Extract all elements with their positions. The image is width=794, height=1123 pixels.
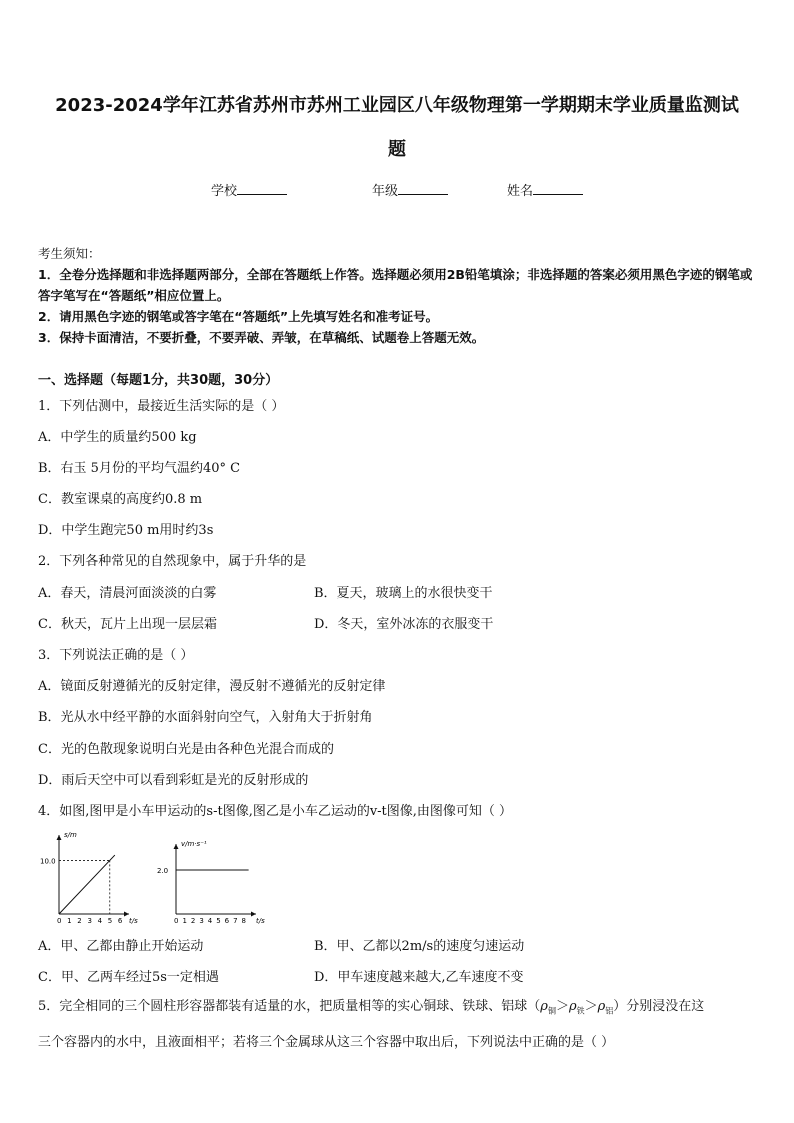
x-tick-label: 3 — [87, 917, 92, 925]
q3-option-d[interactable]: D．雨后天空中可以看到彩虹是光的反射形成的 — [38, 773, 309, 788]
y-axis-label: v/m·s⁻¹ — [181, 840, 207, 848]
q3-option-c[interactable]: C．光的色散现象说明白光是由各种色光混合而成的 — [38, 742, 334, 757]
q2-option-a[interactable]: A．春天，清晨河面淡淡的白雾 — [38, 586, 217, 601]
x-tick-label: 5 — [107, 917, 113, 925]
q5-rho-copper: ρ — [540, 999, 548, 1014]
x-tick-label: 0 — [57, 917, 62, 925]
x-tick-label: 0 — [174, 917, 179, 925]
x-tick-label: 7 — [233, 917, 238, 925]
x-tick-label: 1 — [67, 917, 72, 925]
x-tick-label: 2 — [190, 917, 196, 925]
name-label: 姓名 — [507, 184, 534, 199]
vt-graph-svg — [154, 836, 265, 926]
q1-option-b[interactable]: B．右玉 5月份的平均气温约40° C — [38, 461, 241, 476]
q5-rho-aluminum: ρ — [597, 999, 606, 1014]
notice-item-1: 1．全卷分选择题和非选择题两部分，全部在答题纸上作答。选择题必须用2B铅笔填涂；非选择题的答案必须用黑色字迹的钢笔或答字笔写在“答题纸”相应位置上。 — [38, 267, 753, 303]
grade-blank[interactable] — [398, 181, 448, 195]
q4-option-c[interactable]: C．甲、乙两车经过5s一定相遇 — [38, 970, 219, 985]
q4-option-b[interactable]: B．甲、乙都以2m/s的速度匀速运动 — [314, 939, 525, 954]
st-graph-svg — [36, 826, 136, 926]
q1-option-d[interactable]: D．中学生跑完50 m用时约3s — [38, 523, 214, 538]
question-3-stem: 3．下列说法正确的是（ ） — [38, 648, 194, 663]
q3-option-b[interactable]: B．光从水中经平静的水面斜射向空气，入射角大于折射角 — [38, 710, 373, 725]
q5-rho-iron: ρ — [568, 999, 577, 1014]
q5-stem-line-2: 三个容器内的水中，且液面相平；若将三个金属球从这三个容器中取出后，下列说法中正确的是（ ） — [38, 1034, 615, 1050]
x-tick-label: 6 — [117, 917, 123, 925]
y-tick-label: 2.0 — [157, 867, 169, 875]
grade-label: 年级 — [372, 184, 399, 199]
x-axis-arrow — [124, 912, 129, 917]
q2-option-b[interactable]: B．夏天，玻璃上的水很快变干 — [314, 586, 493, 601]
title-line-2: 题 — [388, 139, 406, 160]
q2-option-d[interactable]: D．冬天，室外冰冻的衣服变干 — [314, 617, 494, 632]
vt-graph — [154, 836, 265, 930]
y-axis-arrow — [174, 844, 179, 849]
notice-item-3: 3．保持卡面清洁，不要折叠，不要弄破、弄皱，在草稿纸、试题卷上答题无效。 — [38, 330, 485, 345]
exam-title — [30, 84, 764, 172]
x-tick-label: 2 — [77, 917, 82, 925]
school-blank[interactable] — [237, 181, 287, 195]
question-5-stem: 5．完全相同的三个圆柱形容器都装有适量的水，把质量相等的实心铜球、铁球、铝球$(\rho_铜>\rho_铁>\rho_铝)$分别浸没在这 三个容器内的水中，且液面相平；若将三个金属球从这三个容器中取出后，下列说法中正确的是（ ） — [38, 991, 760, 1058]
notice-item-2: 2．请用黑色字迹的钢笔或答字笔在“答题纸”上先填写姓名和准考证号。 — [38, 309, 439, 324]
q5-sub-iron: 铁 — [576, 1006, 585, 1016]
st-graph — [36, 826, 136, 930]
grade-field — [372, 180, 448, 199]
q5-sub-copper: 铜 — [547, 1006, 556, 1016]
q5-stem-part-a: 5．完全相同的三个圆柱形容器都装有适量的水，把质量相等的实心铜球、铁球、铝球（ — [38, 999, 541, 1014]
y-axis-label: s/m — [64, 831, 77, 839]
section-heading: 一、选择题（每题1分，共30题，30分） — [38, 373, 279, 388]
school-field — [211, 180, 287, 199]
name-field — [507, 180, 583, 199]
q5-sub-aluminum: 铝 — [605, 1006, 614, 1016]
title-line-1: 2023-2024学年江苏省苏州市苏州工业园区八年级物理第一学期期末学业质量监测试 — [55, 95, 739, 116]
x-axis-label: t/s — [129, 917, 138, 925]
x-tick-label: 6 — [224, 917, 230, 925]
y-axis-arrow — [57, 835, 62, 840]
x-tick-label: 3 — [199, 917, 204, 925]
q4-option-a[interactable]: A．甲、乙都由静止开始运动 — [38, 939, 204, 954]
q1-option-c[interactable]: C．教室课桌的高度约0.8 m — [38, 492, 203, 507]
x-tick-label: 8 — [241, 917, 247, 925]
question-1-stem: 1．下列估测中，最接近生活实际的是（ ） — [38, 399, 285, 414]
x-axis-arrow — [251, 912, 256, 917]
x-tick-label: 4 — [207, 917, 213, 925]
y-tick-label: 10.0 — [40, 857, 56, 866]
x-tick-label: 5 — [216, 917, 221, 925]
question-2-stem: 2．下列各种常见的自然现象中，属于升华的是 — [38, 554, 307, 569]
q1-option-a[interactable]: A．中学生的质量约500 kg — [38, 430, 197, 445]
notice-heading: 考生须知： — [38, 246, 101, 261]
data-line — [59, 855, 115, 914]
x-axis-label: t/s — [256, 917, 265, 925]
name-blank[interactable] — [533, 181, 583, 195]
x-tick-label: 1 — [182, 917, 187, 925]
question-4-stem: 4．如图,图甲是小车甲运动的s-t图像,图乙是小车乙运动的v-t图像,由图像可知（ ） — [38, 804, 513, 819]
q3-option-a[interactable]: A．镜面反射遵循光的反射定律，漫反射不遵循光的反射定律 — [38, 679, 386, 694]
exam-notice — [38, 243, 763, 348]
q5-stem-part-b: ）分别浸没在这 — [613, 999, 705, 1014]
q2-option-c[interactable]: C．秋天，瓦片上出现一层层霜 — [38, 617, 217, 632]
school-label: 学校 — [211, 184, 238, 199]
x-tick-label: 4 — [97, 917, 103, 925]
q4-option-d[interactable]: D．甲车速度越来越大,乙车速度不变 — [314, 970, 524, 985]
